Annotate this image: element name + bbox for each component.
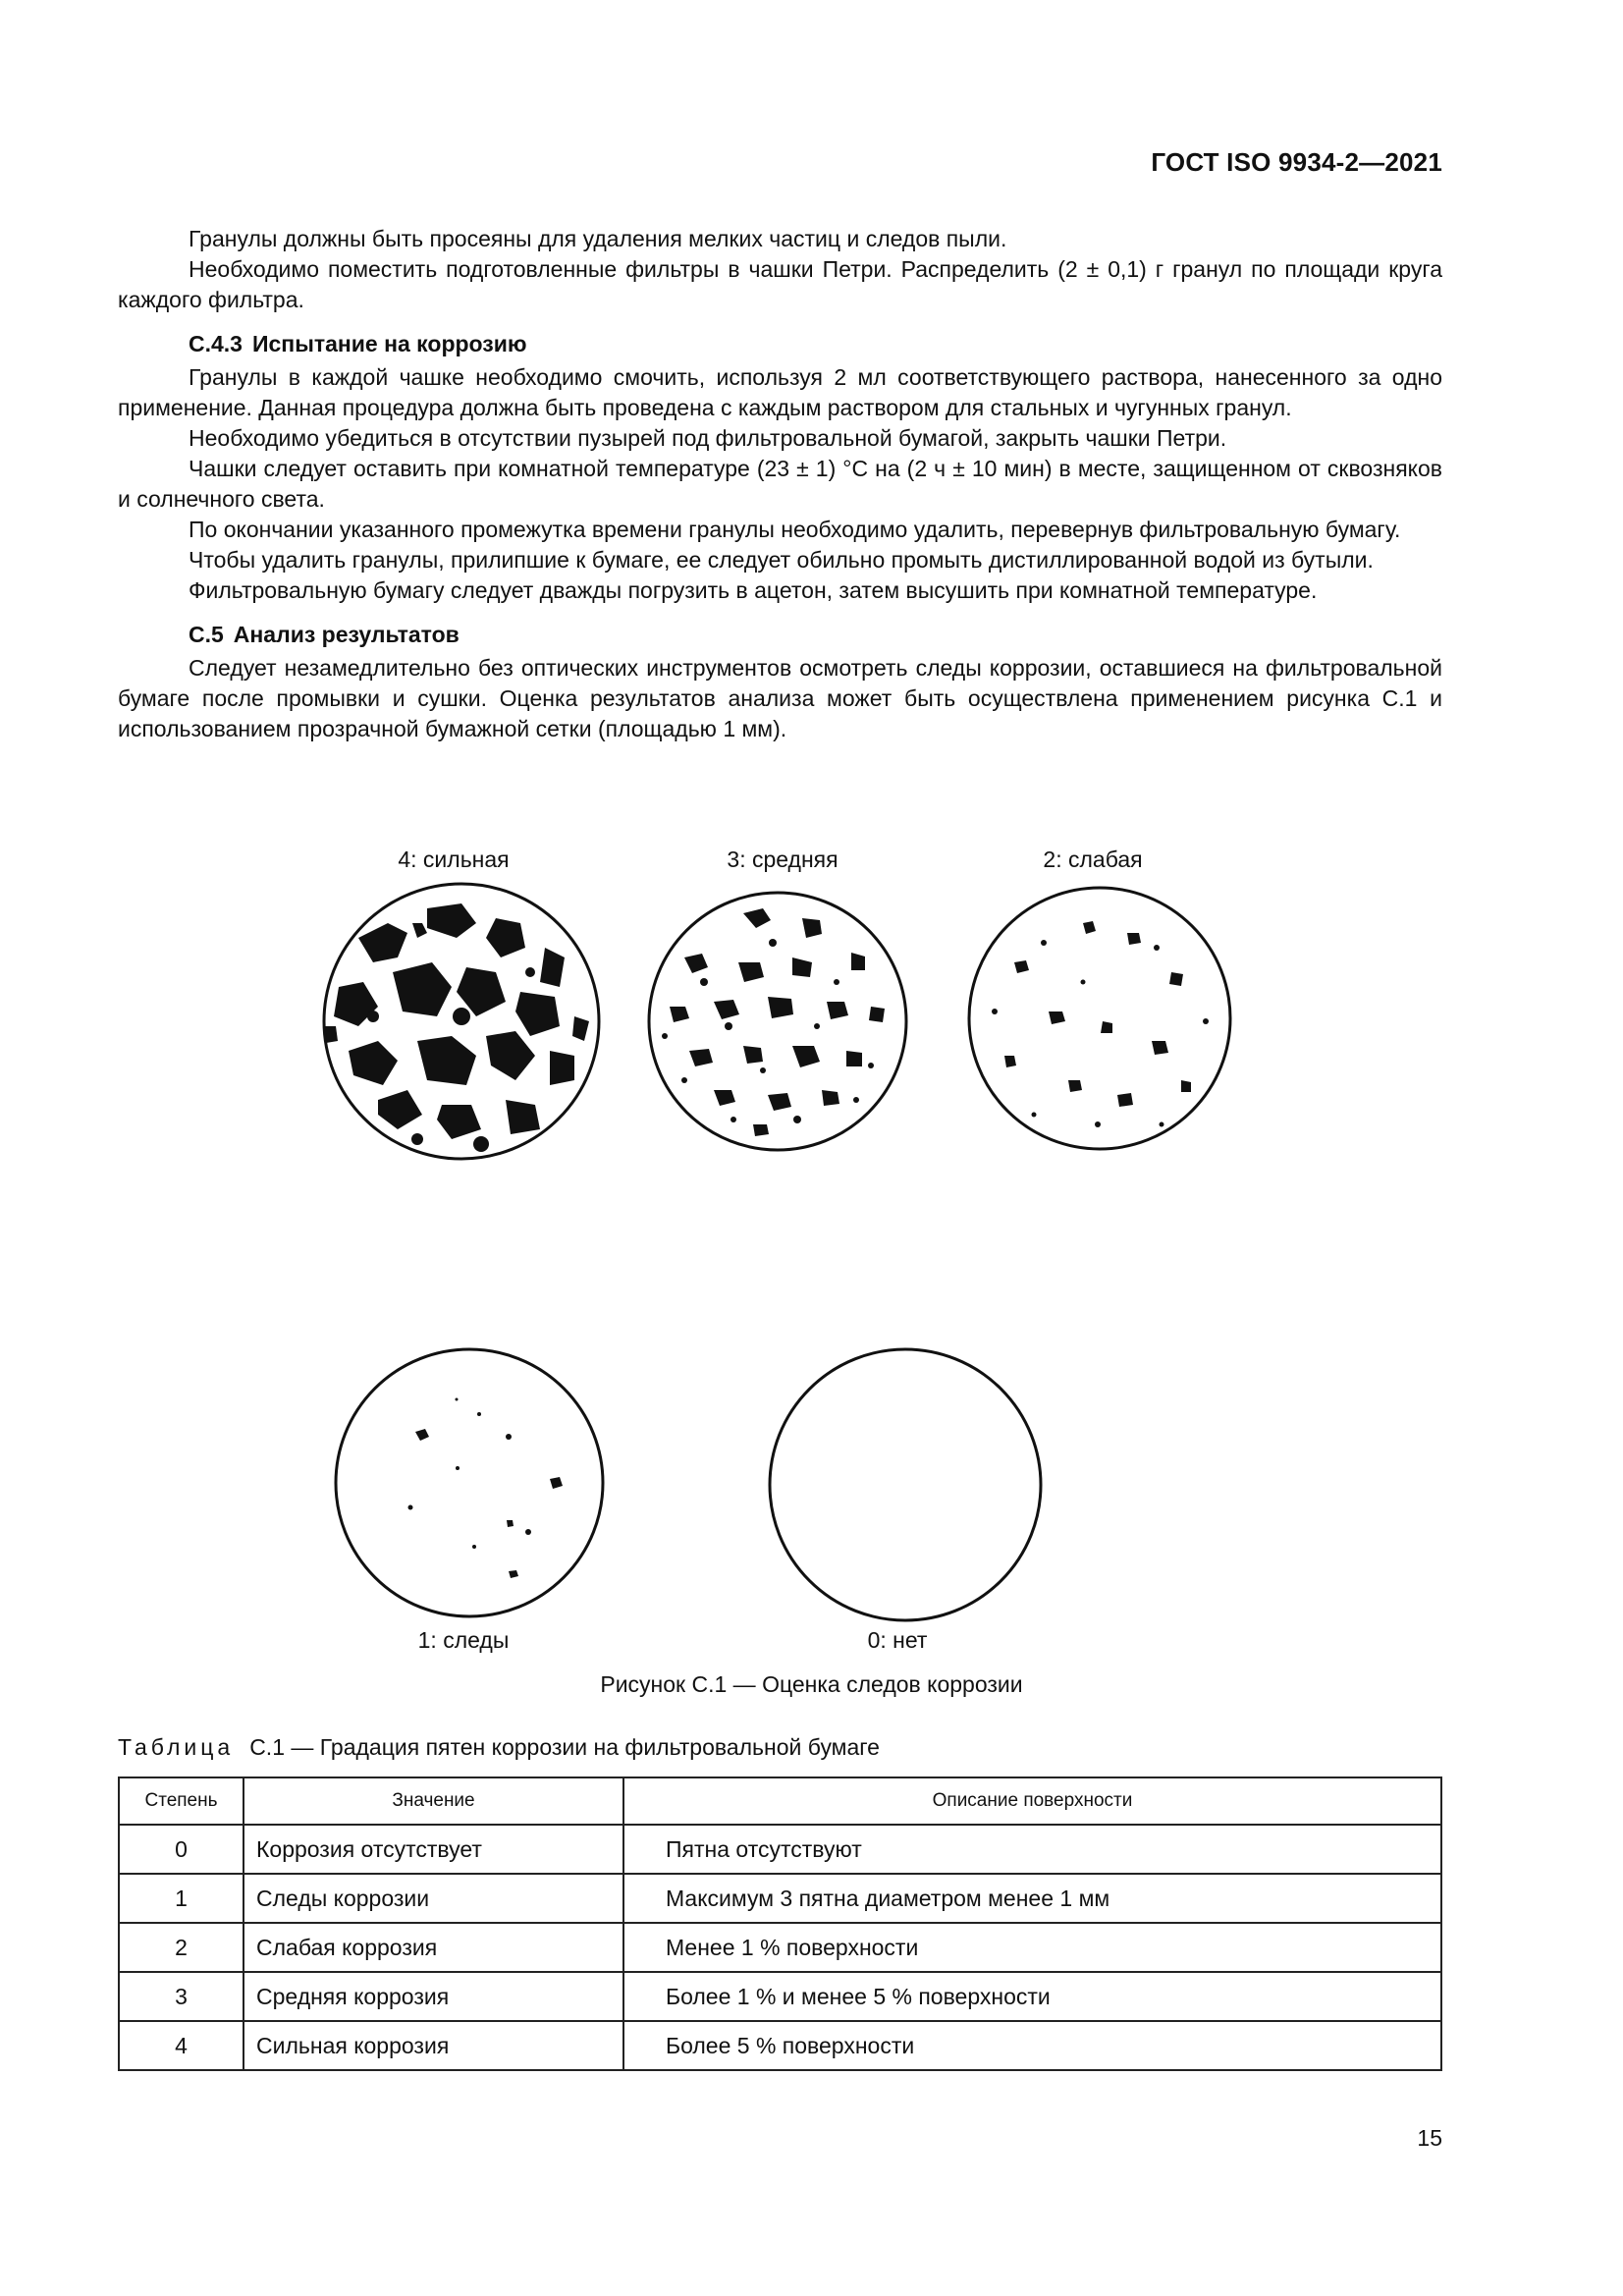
table-header-description: Описание поверхности <box>623 1777 1441 1825</box>
table-cell-grade: 4 <box>119 2021 243 2070</box>
table-title <box>118 1734 880 1761</box>
corrosion-grades-table <box>118 1777 1442 2071</box>
corrosion-dish-traces <box>332 1345 607 1620</box>
section-heading-c5 <box>118 620 1442 650</box>
table-row <box>119 1923 1441 1972</box>
corrosion-dish-heavy <box>319 879 604 1164</box>
table-title-word: Таблица <box>118 1734 235 1760</box>
paragraph: Фильтровальную бумагу следует дважды погрузить в ацетон, затем высушить при комнатной температуре. <box>189 577 1318 603</box>
section-title: Анализ результатов <box>233 622 460 647</box>
table-cell-grade: 1 <box>119 1874 243 1923</box>
paragraph: Следует незамедлительно без оптических инструментов осмотреть следы коррозии, оставшиеся на фильтровальной бумаге после промывки и сушки. Оценка результатов анализа может быть осуществлена применением рисунка С.1 и использованием прозрачной бумажной сетки (площадью 1 мм). <box>118 655 1442 741</box>
table-row <box>119 1874 1441 1923</box>
page-header-doc-code: ГОСТ ISO 9934-2—2021 <box>1151 147 1442 177</box>
figure-label-grade4: 4: сильная <box>398 847 510 872</box>
paragraph: Чашки следует оставить при комнатной температуре (23 ± 1) °С на (2 ч ± 10 мин) в месте, защищенном от сквозняков и солнечного света. <box>118 456 1442 512</box>
table-header-grade: Степень <box>119 1777 243 1825</box>
table-cell-description: Пятна отсутствуют <box>623 1825 1441 1874</box>
table-cell-description: Более 5 % поверхности <box>623 2021 1441 2070</box>
figure-label-grade3: 3: средняя <box>727 847 839 872</box>
figure-caption: Рисунок С.1 — Оценка следов коррозии <box>600 1671 1023 1697</box>
paragraph: Гранулы должны быть просеяны для удаления мелких частиц и следов пыли. <box>189 226 1007 251</box>
figure-label-grade1: 1: следы <box>417 1627 510 1653</box>
table-row <box>119 1972 1441 2021</box>
paragraph: Гранулы в каждой чашке необходимо смочить, используя 2 мл соответствующего раствора, нанесенного за одно применение. Данная процедура должна быть проведена с каждым раствором для стальных и чугунных гранул. <box>118 364 1442 420</box>
paragraph: Необходимо убедиться в отсутствии пузырей под фильтровальной бумагой, закрыть чашки Петри. <box>189 425 1227 451</box>
table-cell-meaning: Слабая коррозия <box>243 1923 623 1972</box>
table-title-rest: С.1 — Градация пятен коррозии на фильтровальной бумаге <box>249 1734 880 1760</box>
table-row <box>119 1825 1441 1874</box>
table-cell-description: Максимум 3 пятна диаметром менее 1 мм <box>623 1874 1441 1923</box>
table-row <box>119 2021 1441 2070</box>
table-header-row <box>119 1777 1441 1825</box>
paragraph: Чтобы удалить гранулы, прилипшие к бумаге, ее следует обильно промыть дистиллированной водой из бутыли. <box>189 547 1374 573</box>
table-cell-grade: 3 <box>119 1972 243 2021</box>
table-cell-meaning: Коррозия отсутствует <box>243 1825 623 1874</box>
section-heading-c43 <box>118 329 1442 359</box>
table-cell-grade: 0 <box>119 1825 243 1874</box>
figure-label-grade0: 0: нет <box>867 1627 928 1653</box>
table-cell-meaning: Следы коррозии <box>243 1874 623 1923</box>
section-title: Испытание на коррозию <box>251 331 527 356</box>
table-cell-description: Менее 1 % поверхности <box>623 1923 1441 1972</box>
section-number: С.4.3 <box>189 331 243 356</box>
body-text <box>118 224 1442 744</box>
table-cell-meaning: Средняя коррозия <box>243 1972 623 2021</box>
table-header-meaning: Значение <box>243 1777 623 1825</box>
figure-label-grade2: 2: слабая <box>1043 847 1143 872</box>
table-cell-meaning: Сильная коррозия <box>243 2021 623 2070</box>
corrosion-dish-slight <box>965 884 1234 1153</box>
table-cell-grade: 2 <box>119 1923 243 1972</box>
section-number: С.5 <box>189 622 224 647</box>
corrosion-dish-none <box>766 1345 1045 1624</box>
paragraph: По окончании указанного промежутка времени гранулы необходимо удалить, перевернув фильтровальную бумагу. <box>189 517 1401 542</box>
corrosion-dish-medium <box>645 889 910 1154</box>
page-number: 15 <box>1417 2125 1442 2151</box>
table-cell-description: Более 1 % и менее 5 % поверхности <box>623 1972 1441 2021</box>
paragraph: Необходимо поместить подготовленные фильтры в чашки Петри. Распределить (2 ± 0,1) г гранул по площади круга каждого фильтра. <box>118 256 1442 312</box>
